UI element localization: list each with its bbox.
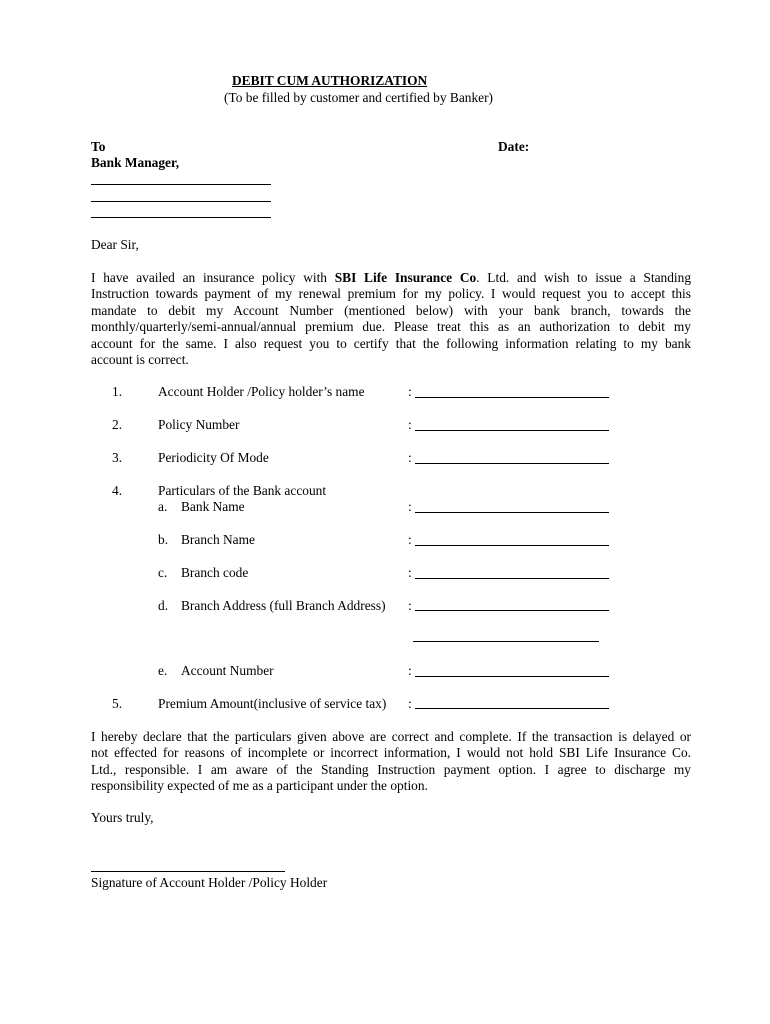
declaration-line-1: I hereby declare that the particulars given above are correct and complete. If the transaction is delayed or [91, 729, 691, 744]
item-5-number: 5. [112, 696, 123, 711]
account-number-label: Account Number [181, 663, 274, 678]
branch-address-field-line-2[interactable] [413, 641, 599, 642]
item-3-number: 3. [112, 450, 123, 465]
bank-name-label: Bank Name [181, 499, 245, 514]
premium-amount-label: Premium Amount(inclusive of service tax) [158, 696, 387, 711]
colon: : [408, 696, 412, 711]
address-line-3[interactable] [91, 217, 271, 218]
item-1-number: 1. [112, 384, 123, 399]
date-label: Date: [498, 139, 530, 154]
periodicity-field[interactable] [415, 463, 609, 464]
branch-name-label: Branch Name [181, 532, 255, 547]
intro-line-6: account is correct. [91, 352, 189, 368]
item-4c-letter: c. [158, 565, 168, 580]
intro-paragraph [91, 270, 691, 368]
branch-address-field[interactable] [415, 610, 609, 611]
declaration-paragraph [91, 729, 691, 795]
item-2-number: 2. [112, 417, 123, 432]
colon: : [408, 417, 412, 432]
branch-code-label: Branch code [181, 565, 249, 580]
branch-name-field[interactable] [415, 545, 609, 546]
form-subtitle: (To be filled by customer and certified by Banker) [224, 90, 494, 105]
intro-line-1: I have availed an insurance policy with SBI Life Insurance Co. Ltd. and wish to issue a Standing [91, 270, 692, 285]
colon: : [408, 663, 412, 678]
colon: : [408, 384, 412, 399]
item-4-number: 4. [112, 483, 123, 498]
yours-truly: Yours truly, [91, 810, 154, 825]
colon: : [408, 499, 412, 514]
item-4d-letter: d. [158, 598, 169, 613]
bank-manager-label: Bank Manager, [91, 155, 180, 170]
colon: : [408, 450, 412, 465]
address-line-1[interactable] [91, 184, 271, 185]
item-4e-letter: e. [158, 663, 168, 678]
intro-line-2: Instruction towards payment of my renewal premium for my policy. I would request you to accept this [91, 286, 691, 302]
item-4a-letter: a. [158, 499, 168, 514]
company-name: SBI Life Insurance Co [334, 270, 477, 285]
intro-line-3: mandate to debit my Account Number (mentioned below) with your bank branch, towards the [91, 302, 691, 318]
salutation: Dear Sir, [91, 237, 139, 252]
periodicity-label: Periodicity Of Mode [158, 450, 269, 465]
branch-code-field[interactable] [415, 578, 609, 579]
colon: : [408, 598, 412, 613]
policy-number-label: Policy Number [158, 417, 240, 432]
colon: : [408, 532, 412, 547]
item-4b-letter: b. [158, 532, 169, 547]
account-number-field[interactable] [415, 676, 609, 677]
colon: : [408, 565, 412, 580]
signature-line[interactable] [91, 871, 285, 872]
account-holder-field[interactable] [415, 397, 609, 398]
intro-line-4: monthly/quarterly/semi-annual/annual premium due. Please treat this as an authorization to debit my [91, 319, 691, 335]
account-holder-label: Account Holder /Policy holder’s name [158, 384, 365, 399]
declaration-line-2: not effected for reasons of incomplete or incorrect information, I would not hold SBI Life Insurance Co. [91, 745, 691, 761]
bank-name-field[interactable] [415, 512, 609, 513]
declaration-line-3: Ltd., responsible. I am aware of the Standing Instruction payment option. I agree to discharge my [91, 761, 691, 777]
premium-amount-field[interactable] [415, 708, 609, 709]
signature-label: Signature of Account Holder /Policy Holder [91, 875, 328, 890]
policy-number-field[interactable] [415, 430, 609, 431]
declaration-line-4: responsibility expected of me as a participant under the option. [91, 778, 428, 794]
address-line-2[interactable] [91, 201, 271, 202]
bank-particulars-label: Particulars of the Bank account [158, 483, 327, 498]
to-label: To [91, 139, 106, 154]
form-title: DEBIT CUM AUTHORIZATION [232, 73, 428, 88]
branch-address-label: Branch Address (full Branch Address) [181, 598, 386, 613]
intro-line-5: account for the same. I also request you to certify that the following information relating to my bank [91, 335, 691, 351]
